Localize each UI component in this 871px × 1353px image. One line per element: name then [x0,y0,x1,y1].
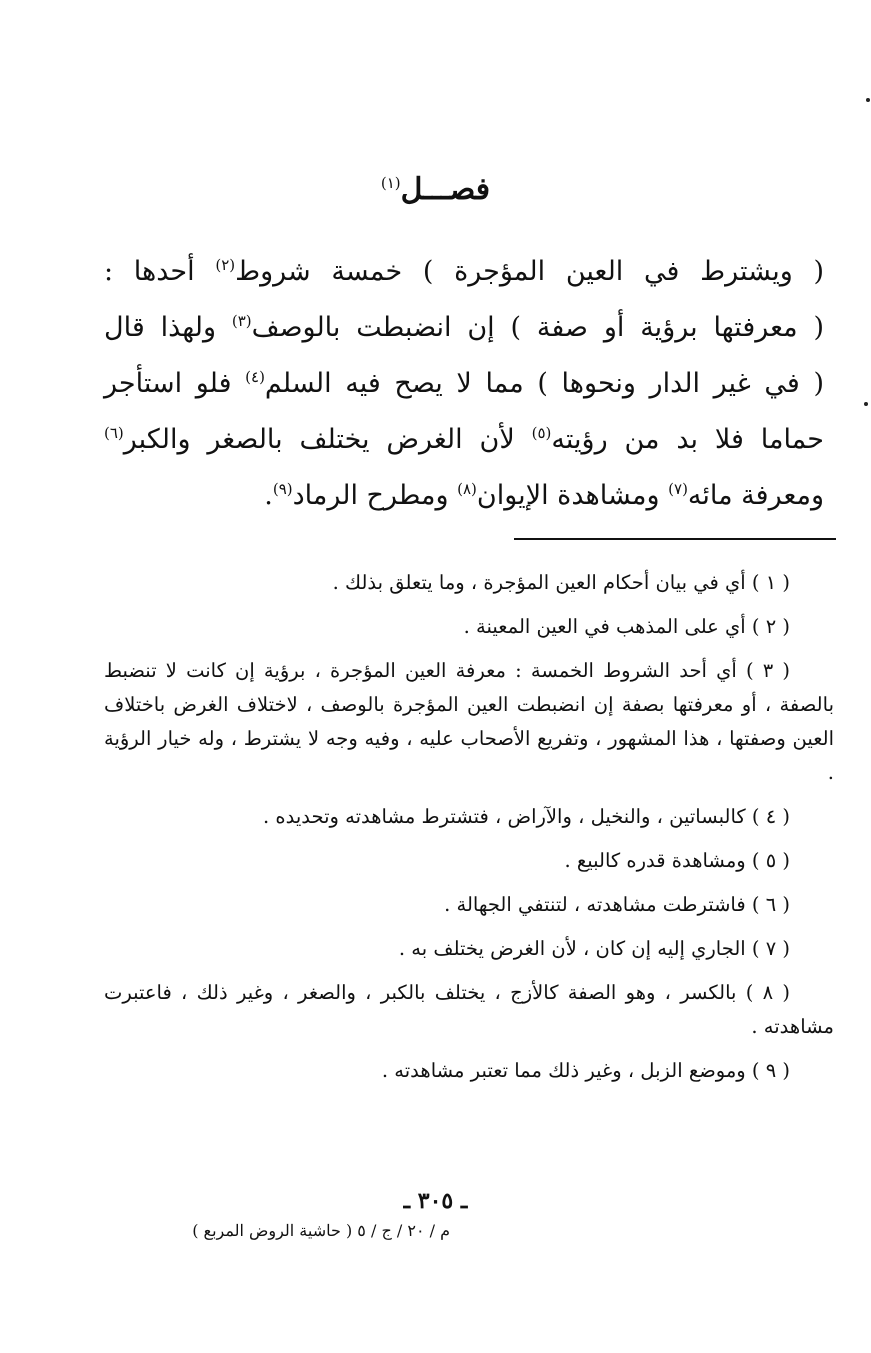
footnote-marker: (٩) [272,480,293,498]
footnote-marker: (٥) [531,424,552,442]
footnote-marker: (١) [380,174,401,192]
footnote-marker: (٢) [215,256,236,274]
main-text-line: ومعرفة مائه$^{(٧)}$ ومشاهدة الإيوان$^{(٨)}$ ومطرح الرماد$^{(٩)}$. [264,480,824,511]
main-text-line: ( معرفتها برؤية أو صفة ) إن انضبطت بالوصف$^{(٣)}$ ولهذا قال [104,312,824,343]
footnote-5: ( ٥ ) ومشاهدة قدره كالبيع . [564,849,790,872]
main-text-line: ( ويشترط في العين المؤجرة ) خمسة شروط$^{(٢)}$ أحدها : [104,256,824,287]
section-heading [0,168,871,212]
page-number: ـ ٣٠٥ ـ [403,1188,468,1214]
footnote-marker: (٧) [668,480,688,498]
main-text-line: ( في غير الدار ونحوها ) مما لا يصح فيه السلم$^{(٤)}$ فلو استأجر [104,368,824,399]
footnote-9: ( ٩ ) وموضع الزبل ، وغير ذلك مما تعتبر مشاهدته . [381,1059,790,1082]
footnote-4: ( ٤ ) كالبساتين ، والنخيل ، والآراض ، فتشترط مشاهدته وتحديده . [263,805,790,828]
footnote-1: ( ١ ) أي في بيان أحكام العين المؤجرة ، وما يتعلق بذلك . [332,571,790,594]
main-text-line: حماما فلا بد من رؤيته$^{(٥)}$ لأن الغرض يختلف بالصغر والكبر$^{(٦)}$ [104,424,824,455]
main-text [104,244,824,524]
footnote-marker: (٣) [231,312,252,330]
footnote-6: ( ٦ ) فاشترطت مشاهدته ، لتنتفي الجهالة . [444,893,790,916]
footnote-8: ( ٨ ) بالكسر ، وهو الصفة كالأزج ، يختلف بالكبر ، والصغر ، وغير ذلك ، فاعتبرت مشاهدته . [104,981,834,1038]
footnotes [104,566,834,1094]
footnote-7: ( ٧ ) الجاري إليه إن كان ، لأن الغرض يختلف به . [398,937,790,960]
footnote-marker: (٦) [104,424,124,442]
printer-signature: م / ٢٠ / ج / ٥ ( حاشية الروض المربع ) [192,1221,450,1240]
footnote-2: ( ٢ ) أي على المذهب في العين المعينة . [463,615,790,638]
footnote-marker: (٤) [245,368,265,386]
footnote-separator [514,538,836,540]
footnote-marker: (٨) [457,480,477,498]
scan-speck [864,402,868,406]
section-title: فصـــل [400,172,491,207]
footnote-3: ( ٣ ) أي أحد الشروط الخمسة : معرفة العين المؤجرة ، برؤية إن كانت لا تنضبط بالصفة ، أو معرفتها بصفة إن انضبطت العين المؤجرة بالوصف ، لاختلاف الغرض باختلاف العين وصفتها ، هذا المشهور ، وتفريع الأصحاب عليه ، وفيه وجه لا يشترط ، وله خيار الرؤية . [104,659,834,784]
scan-speck [866,98,870,102]
